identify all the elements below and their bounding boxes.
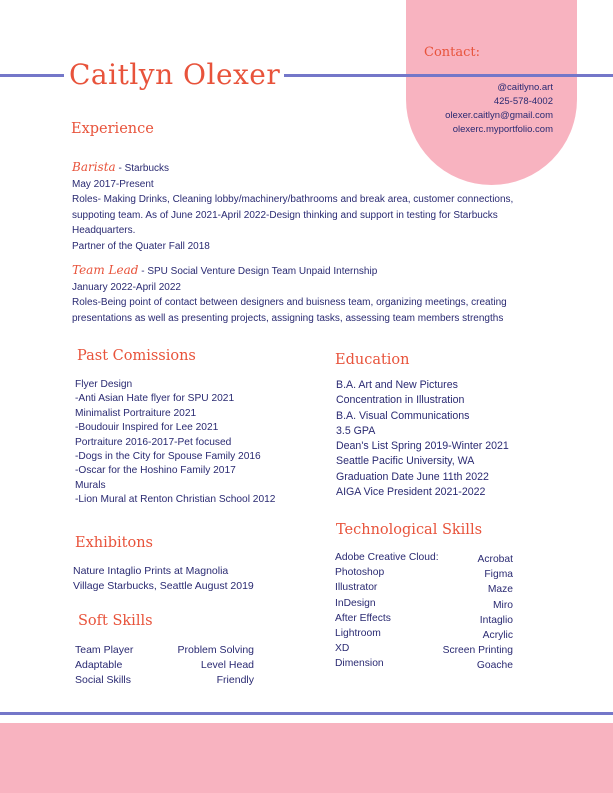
list-item: -Oscar for the Hoshino Family 2017 — [75, 465, 236, 477]
list-item: B.A. Art and New Pictures — [336, 379, 458, 391]
soft-skills-list — [75, 643, 254, 688]
contact-portfolio[interactable]: olexerc.myportfolio.com — [452, 124, 553, 135]
footer-band — [0, 723, 613, 793]
list-item: Social Skills — [75, 674, 132, 686]
list-item: Intaglio — [479, 614, 513, 626]
list-item: Acrylic — [482, 630, 513, 642]
list-item: Adaptable — [75, 659, 123, 671]
list-item: -Dogs in the City for Spouse Family 2016 — [75, 451, 261, 463]
list-item: Portraiture 2016-2017-Pet focused — [75, 436, 232, 448]
list-item: AIGA Vice President 2021-2022 — [336, 486, 486, 499]
experience-job-2 — [72, 263, 522, 326]
list-item: Adobe Creative Cloud: — [335, 552, 439, 563]
list-item: Illustrator — [335, 582, 378, 594]
list-item: Friendly — [216, 674, 254, 686]
contact-email[interactable]: olexer.caitlyn@gmail.com — [445, 110, 553, 121]
list-item: Maze — [487, 584, 513, 596]
list-item: XD — [335, 643, 350, 655]
soft-skills-left — [75, 643, 133, 688]
job-dates: January 2022-April 2022 — [72, 281, 181, 293]
education-heading: Education — [335, 352, 410, 368]
list-item: Acrobat — [477, 554, 513, 565]
tech-skills-right — [443, 550, 513, 674]
tech-skills-heading: Technological Skills — [336, 522, 483, 538]
list-item: Screen Printing — [442, 645, 513, 657]
list-item: Seattle Pacific University, WA — [336, 455, 475, 468]
job-description: Roles- Making Drinks, Cleaning lobby/machinery/bathrooms and break area, customer connections, suppoting team. As of June 2021-April 2022-Design thinking and support in testing for Starbucks Headquarters. — [72, 194, 514, 236]
job-title: Team Lead — [72, 263, 139, 277]
list-item: Problem Solving — [177, 644, 254, 656]
commissions-heading: Past Comissions — [77, 348, 196, 364]
list-item: Village Starbucks, Seattle August 2019 — [73, 580, 254, 592]
list-item: -Lion Mural at Renton Christian School 2012 — [75, 494, 276, 506]
list-item: InDesign — [335, 597, 376, 609]
contact-heading: Contact: — [424, 45, 481, 60]
list-item: Figma — [484, 569, 513, 581]
list-item: Nature Intaglio Prints at Magnolia — [73, 565, 229, 577]
job-org: - SPU Social Venture Design Team Unpaid Internship — [138, 266, 378, 277]
job-title: Barista — [72, 160, 116, 174]
list-item: Graduation Date June 11th 2022 — [336, 470, 489, 483]
list-item: -Boudouir Inspired for Lee 2021 — [75, 422, 219, 434]
list-item: Flyer Design — [75, 379, 133, 390]
job-description: Roles-Being point of contact between designers and buisness team, organizing meetings, creating presentations as well as presenting projects, assigning tasks, assessing team members strengths — [72, 297, 507, 324]
list-item: Minimalist Portraiture 2021 — [75, 407, 197, 419]
soft-skills-right — [178, 643, 254, 688]
tech-skills-left — [335, 550, 439, 674]
list-item: -Anti Asian Hate flyer for SPU 2021 — [75, 393, 235, 405]
list-item: Team Player — [75, 644, 134, 656]
name-title: Caitlyn Olexer — [69, 58, 281, 91]
tech-skills-list — [335, 550, 513, 674]
commissions-list — [75, 378, 305, 508]
experience-job-1 — [72, 160, 522, 254]
list-item: Dean's List Spring 2019-Winter 2021 — [336, 440, 509, 453]
soft-skills-heading: Soft Skills — [78, 613, 153, 629]
contact-instagram[interactable]: @caitlyno.art — [497, 82, 553, 93]
list-item: Level Head — [200, 659, 254, 671]
list-item: Lightroom — [335, 628, 381, 640]
list-item: After Effects — [335, 612, 391, 624]
job-dates: May 2017-Present — [72, 178, 154, 190]
list-item: B.A. Visual Communications — [336, 409, 470, 422]
experience-heading: Experience — [71, 121, 154, 137]
list-item: Goache — [476, 660, 513, 672]
list-item: Miro — [492, 599, 513, 611]
list-item: 3.5 GPA — [336, 424, 376, 437]
education-list — [336, 378, 566, 500]
list-item: Dimension — [335, 658, 384, 670]
contact-phone[interactable]: 425-578-4002 — [493, 96, 553, 107]
exhibitions-list — [73, 564, 303, 594]
job-award: Partner of the Quater Fall 2018 — [72, 240, 210, 252]
list-item: Concentration in Illustration — [336, 394, 465, 407]
list-item: Photoshop — [335, 567, 385, 579]
footer-rule — [0, 712, 613, 715]
contact-list — [420, 81, 553, 137]
job-org: - Starbucks — [115, 163, 170, 174]
header-rule-left — [0, 74, 64, 77]
list-item: Murals — [75, 479, 106, 491]
exhibitions-heading: Exhibitons — [75, 535, 153, 551]
header-rule-right — [284, 74, 613, 77]
